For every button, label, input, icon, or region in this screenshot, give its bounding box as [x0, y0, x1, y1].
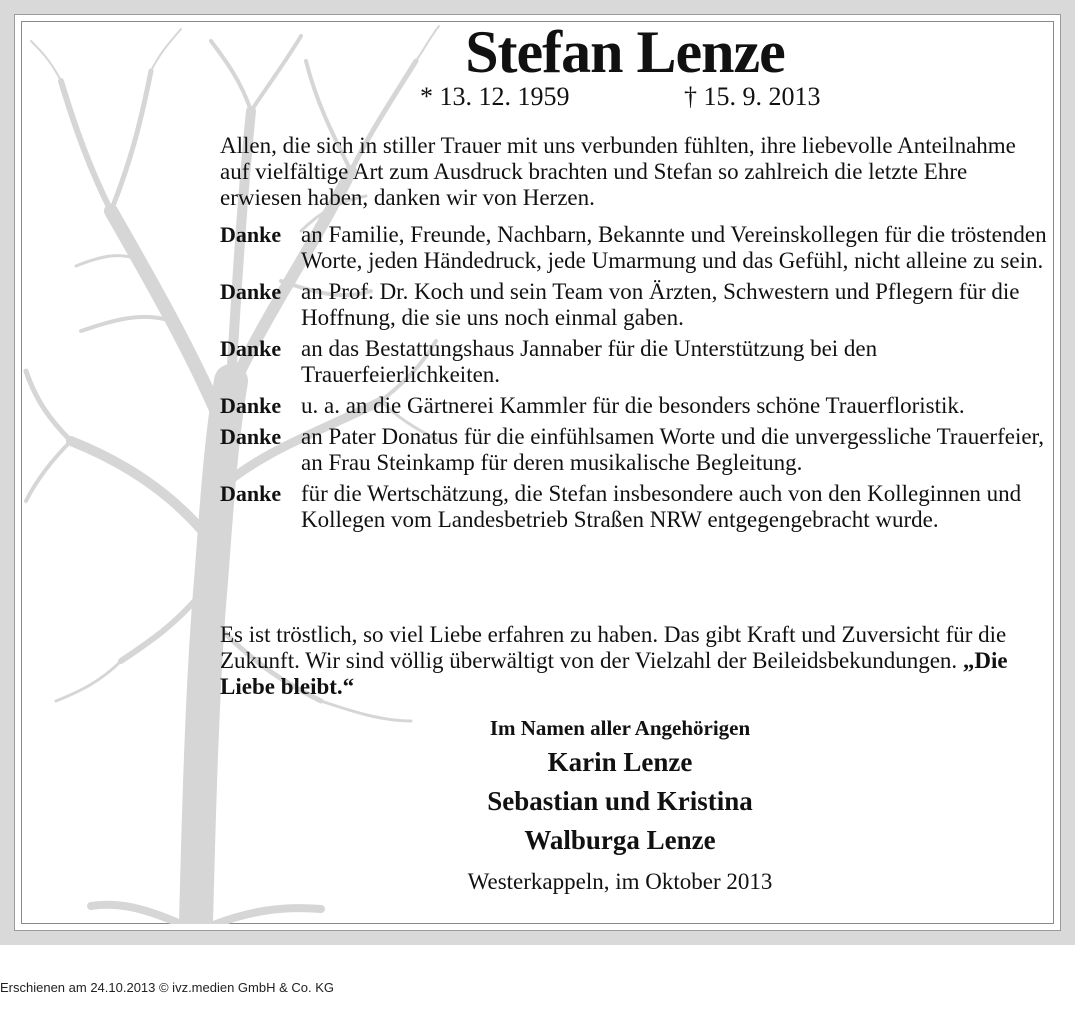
birth-date: * 13. 12. 1959	[420, 82, 570, 111]
thanks-item	[220, 279, 1050, 331]
thanks-text: an Familie, Freunde, Nachbarn, Bekannte und Vereinskollegen für die tröstenden Worte, jeden Händedruck, jede Umarmung und das Gefühl, nicht alleine zu sein.	[301, 222, 1047, 273]
thanks-text: an das Bestattungshaus Jannaber für die Unterstützung bei den Trauerfeierlichkeiten.	[301, 336, 878, 387]
thanks-item	[220, 393, 1050, 419]
deceased-name: Stefan Lenze	[465, 19, 785, 85]
signature-intro: Im Namen aller Angehörigen	[489, 716, 751, 740]
death-date: † 15. 9. 2013	[684, 82, 821, 111]
intro-paragraph: Allen, die sich in stiller Trauer mit uns verbunden fühlten, ihre liebevolle Anteilnahme auf vielfältige Art zum Ausdruck brachten und Stefan so zahlreich die letzte Ehre erwiesen haben, danken wir von Herzen.	[220, 133, 1016, 210]
thanks-label: Danke	[220, 481, 282, 506]
closing-text: Es ist tröstlich, so viel Liebe erfahren zu haben. Das gibt Kraft und Zuversicht für die Zukunft. Wir sind völlig überwältigt von der Vielzahl der Beileidsbekundungen.	[220, 622, 1007, 673]
publication-footer: Erschienen am 24.10.2013 © ivz.medien GmbH & Co. KG	[0, 980, 335, 995]
thanks-text: an Pater Donatus für die einfühlsamen Worte und die unvergessliche Trauerfeier, an Frau Steinkamp für deren musikalische Begleitung.	[301, 424, 1045, 475]
thanks-list	[220, 222, 1050, 538]
signature-name: Karin Lenze	[547, 747, 693, 777]
thanks-text: u. a. an die Gärtnerei Kammler für die besonders schöne Trauerfloristik.	[301, 393, 965, 418]
thanks-item	[220, 336, 1050, 388]
thanks-label: Danke	[220, 222, 282, 247]
thanks-label: Danke	[220, 279, 282, 304]
closing-paragraph	[220, 622, 1040, 700]
thanks-item	[220, 222, 1050, 274]
thanks-label: Danke	[220, 336, 282, 361]
thanks-item	[220, 424, 1050, 476]
thanks-label: Danke	[220, 393, 282, 418]
thanks-text: an Prof. Dr. Koch und sein Team von Ärzten, Schwestern und Pflegern für die Hoffnung, die sie uns noch einmal gaben.	[301, 279, 1020, 330]
signature-name: Walburga Lenze	[524, 825, 716, 855]
signature-name: Sebastian und Kristina	[487, 786, 753, 816]
thanks-text: für die Wertschätzung, die Stefan insbesondere auch von den Kolleginnen und Kollegen vom Landesbetrieb Straßen NRW entgegengebracht wurde.	[301, 481, 1022, 532]
place-date: Westerkappeln, im Oktober 2013	[467, 869, 773, 894]
closing-quote: „Die Liebe bleibt.“	[220, 648, 1008, 699]
thanks-item	[220, 481, 1050, 533]
thanks-label: Danke	[220, 424, 282, 449]
